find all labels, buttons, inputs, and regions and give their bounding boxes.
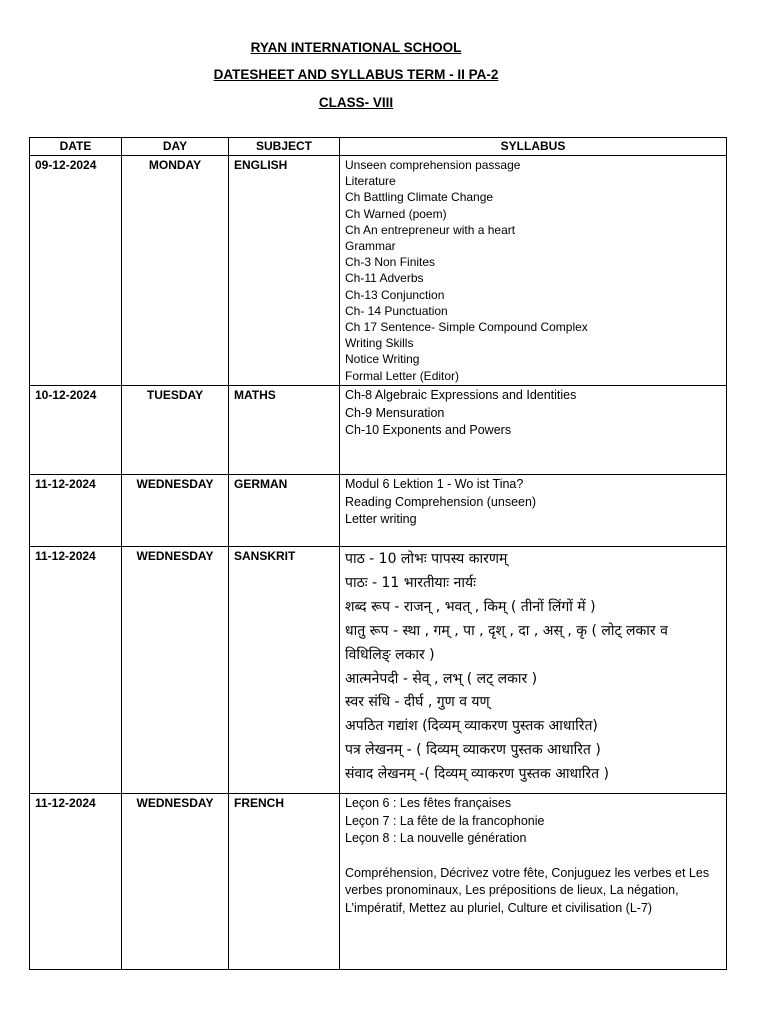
subject-cell: SANSKRIT — [229, 547, 340, 794]
day-cell: WEDNESDAY — [122, 475, 229, 547]
subject-cell: GERMAN — [229, 475, 340, 547]
table-row — [30, 475, 727, 547]
column-header-subject: SUBJECT — [229, 138, 340, 156]
syllabus-line: Reading Comprehension (unseen) — [345, 494, 537, 509]
syllabus-line: संवाद लेखनम् -( दिव्यम् व्याकरण पुस्तक आधारित ) — [345, 766, 610, 783]
table-row — [30, 156, 727, 386]
syllabus-line: Ch-10 Exponents and Powers — [345, 423, 512, 438]
document-title: DATESHEET AND SYLLABUS TERM - II PA-2 — [213, 67, 499, 82]
day-cell: WEDNESDAY — [122, 547, 229, 794]
syllabus-line: Ch Battling Climate Change — [345, 190, 494, 205]
syllabus-line: Modul 6 Lektion 1 - Wo ist Tina? — [345, 477, 524, 491]
syllabus-line: अपठित गद्यांश (दिव्यम् व्याकरण पुस्तक आधारित) — [345, 718, 598, 735]
school-name: RYAN INTERNATIONAL SCHOOL — [250, 40, 462, 55]
table-header-row — [30, 138, 727, 156]
subject-cell: MATHS — [229, 386, 340, 475]
syllabus-cell — [340, 156, 727, 386]
syllabus-line: Leçon 7 : La fête de la francophonie — [345, 813, 545, 828]
day-cell: TUESDAY — [122, 386, 229, 475]
syllabus-line: Ch- 14 Punctuation — [345, 303, 448, 318]
day-cell: WEDNESDAY — [122, 794, 229, 970]
syllabus-line: विधिलिङ् लकार ) — [345, 646, 435, 663]
syllabus-line: Grammar — [345, 239, 396, 254]
syllabus-cell — [340, 794, 727, 970]
syllabus-cell — [340, 475, 727, 547]
syllabus-line: Ch-8 Algebraic Expressions and Identities — [345, 388, 577, 402]
syllabus-line: Ch-13 Conjunction — [345, 287, 445, 302]
syllabus-line: शब्द रूप - राजन् , भवत् , किम् ( तीनों लिंगों में ) — [345, 598, 596, 615]
date-cell: 11-12-2024 — [30, 794, 122, 970]
class-label: CLASS- VIII — [318, 95, 394, 110]
date-cell: 10-12-2024 — [30, 386, 122, 475]
syllabus-line: Writing Skills — [345, 336, 414, 351]
table-row — [30, 547, 727, 794]
table-row — [30, 386, 727, 475]
syllabus-line: Ch 17 Sentence- Simple Compound Complex — [345, 320, 588, 335]
syllabus-line: आत्मनेपदी - सेव् , लभ् ( लट् लकार ) — [345, 670, 538, 687]
syllabus-line: Notice Writing — [345, 352, 420, 367]
syllabus-line: Leçon 8 : La nouvelle génération — [345, 831, 527, 845]
syllabus-line: Ch-11 Adverbs — [345, 271, 424, 286]
syllabus-line: Ch Warned (poem) — [345, 206, 447, 221]
syllabus-line: पाठः - 11 भारतीयाः नार्यः — [345, 574, 476, 591]
syllabus-line: Literature — [345, 174, 396, 189]
syllabus-line: धातु रूप - स्था , गम् , पा , दृश् , दा , अस् , कृ ( लोट् लकार व — [345, 622, 668, 639]
syllabus-line: Ch-9 Mensuration — [345, 405, 445, 420]
syllabus-line: Ch-3 Non Finites — [345, 255, 436, 270]
syllabus-line: Letter writing — [345, 512, 417, 527]
column-header-syllabus: SYLLABUS — [340, 138, 727, 156]
syllabus-line: Ch An entrepreneur with a heart — [345, 222, 516, 237]
syllabus-paragraph: Compréhension, Décrivez votre fête, Conjuguez les verbes et Les verbes pronominaux, Les prépositions de lieux, La négation, L’impératif, Mettez au pluriel, Culture et civilisation (L-7) — [345, 865, 710, 915]
day-cell: MONDAY — [122, 156, 229, 386]
subject-cell: FRENCH — [229, 794, 340, 970]
syllabus-cell — [340, 547, 727, 794]
subject-cell: ENGLISH — [229, 156, 340, 386]
date-cell: 11-12-2024 — [30, 475, 122, 547]
syllabus-line: पत्र लेखनम् - ( दिव्यम् व्याकरण पुस्तक आधारित ) — [345, 742, 601, 759]
date-cell: 11-12-2024 — [30, 547, 122, 794]
date-cell: 09-12-2024 — [30, 156, 122, 386]
syllabus-line: Leçon 6 : Les fêtes françaises — [345, 796, 512, 810]
syllabus-line: Unseen comprehension passage — [345, 158, 521, 172]
syllabus-line: पाठ - 10 लोभः पापस्य कारणम् — [345, 551, 508, 567]
syllabus-cell — [340, 386, 727, 475]
syllabus-line: Formal Letter (Editor) — [345, 368, 460, 383]
datesheet-table — [29, 137, 727, 970]
column-header-date: DATE — [30, 138, 122, 156]
column-header-day: DAY — [122, 138, 229, 156]
syllabus-line: स्वर संधि - दीर्घ , गुण व यण् — [345, 694, 490, 711]
table-row — [30, 794, 727, 970]
